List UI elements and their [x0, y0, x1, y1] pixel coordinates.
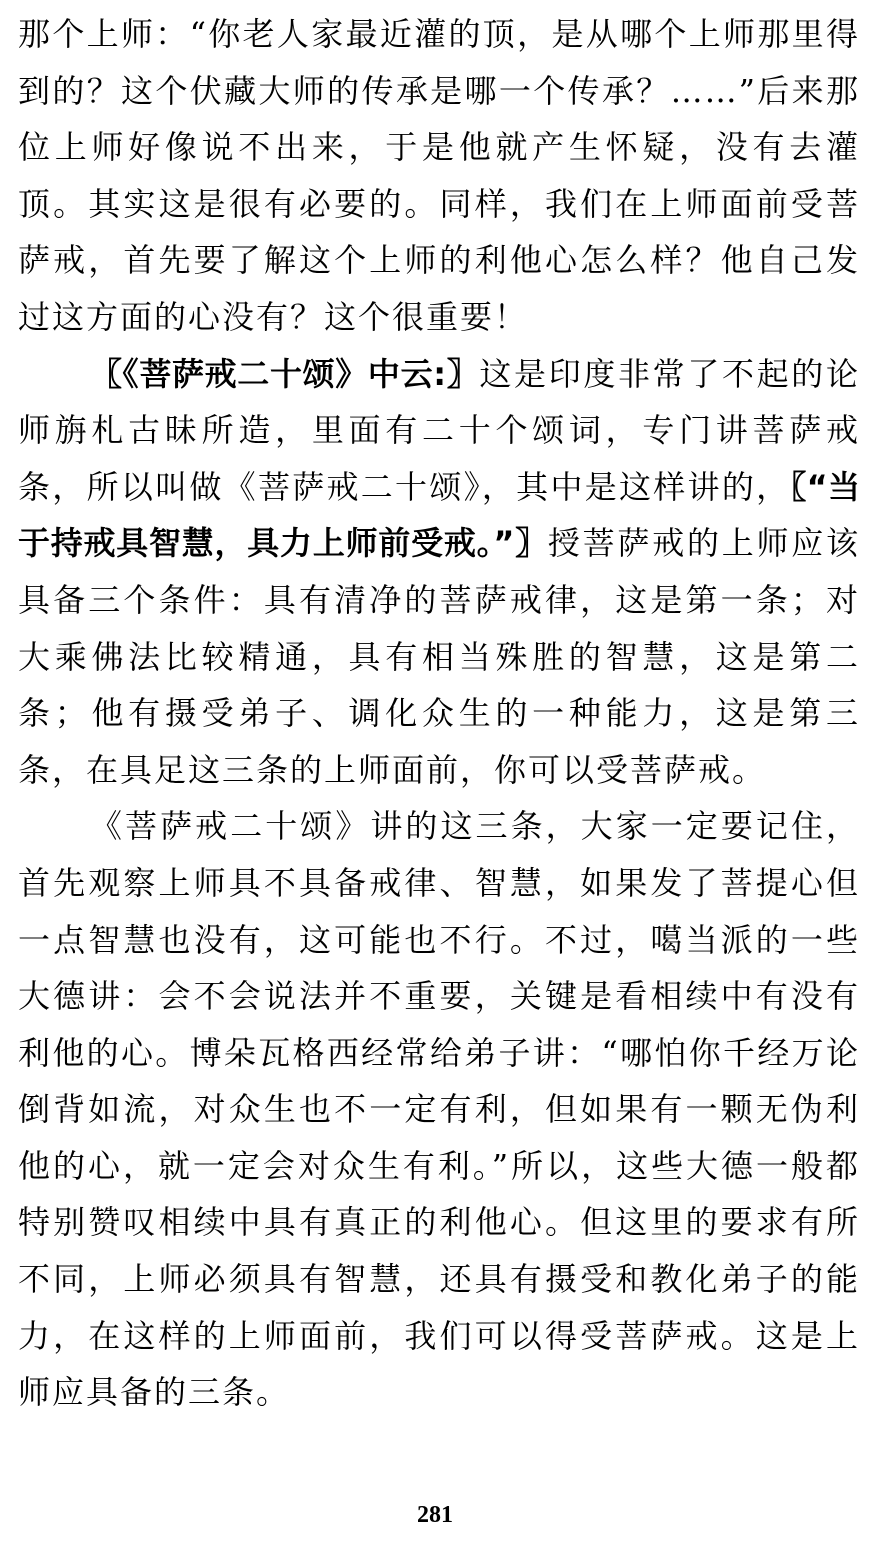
quoted-source-heading: 〖《菩萨戒二十颂》中云:〗	[90, 354, 480, 393]
body-text	[18, 6, 860, 1421]
paragraph-1-text: 那个上师：“你老人家最近灌的顶，是从哪个上师那里得到的？这个伏藏大师的传承是哪一个传承？……”后来那位上师好像说不出来，于是他就产生怀疑，没有去灌顶。其实这是很有必要的。同样，我们在上师面前受菩萨戒，首先要了解这个上师的利他心怎么样？他自己发过这方面的心没有？这个很重要！	[18, 15, 860, 336]
page-number: 281	[417, 1502, 453, 1528]
paragraph-2-text-a: 这是印度非常了不起的论师旃札古昧所造，里面有二十个颂词，专门讲菩萨戒条，所以叫做《菩萨戒二十颂》，其中是这样讲的，	[18, 354, 860, 506]
paragraph-3-text: 《菩萨戒二十颂》讲的这三条，大家一定要记住，首先观察上师具不具备戒律、智慧，如果发了菩提心但一点智慧也没有，这可能也不行。不过，噶当派的一些大德讲：会不会说法并不重要，关键是看相续中有没有利他的心。博朵瓦格西经常给弟子讲：“哪怕你千经万论倒背如流，对众生也不一定有利，但如果有一颗无伪利他的心，就一定会对众生有利。”所以，这些大德一般都特别赞叹相续中具有真正的利他心。但这里的要求有所不同，上师必须具有智慧，还具有摄受和教化弟子的能力，在这样的上师面前，我们可以得受菩萨戒。这是上师应具备的三条。	[18, 807, 860, 1412]
paragraph-2-text-b: 授菩萨戒的上师应该具备三个条件：具有清净的菩萨戒律，这是第一条；对大乘佛法比较精通，具有相当殊胜的智慧，这是第二条；他有摄受弟子、调化众生的一种能力，这是第三条，在具足这三条的上师面前，你可以受菩萨戒。	[18, 524, 860, 789]
paragraph-3	[18, 798, 860, 1421]
paragraph-2	[18, 346, 860, 799]
quoted-verse: 〖“当于持戒具智慧，具力上师前受戒。”〗	[18, 467, 860, 563]
paragraph-1	[18, 6, 860, 346]
